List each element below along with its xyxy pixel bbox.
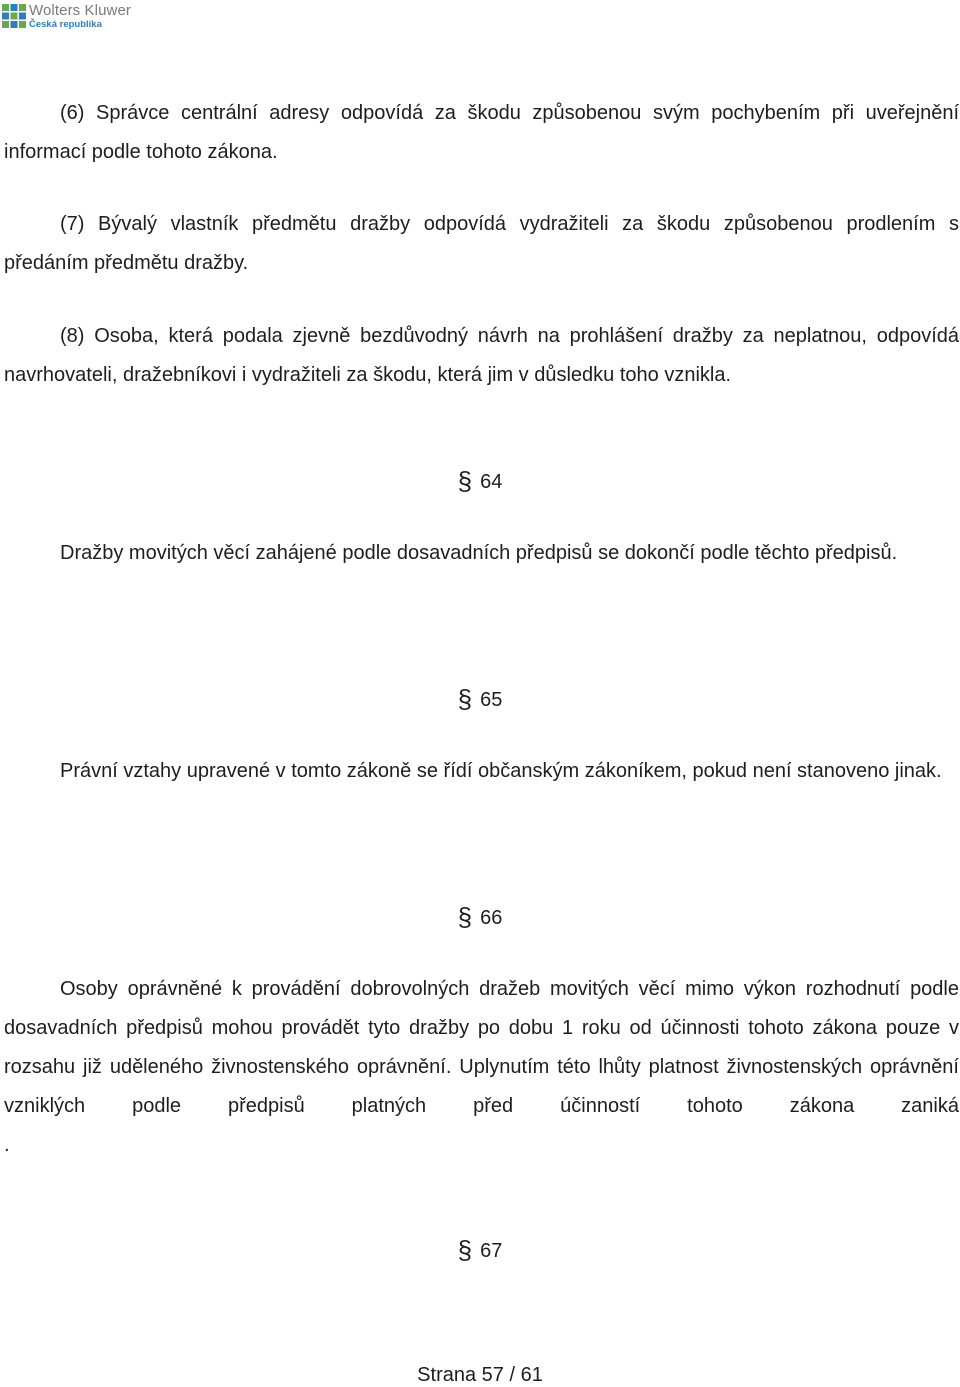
section-sign-icon: §: [457, 902, 473, 932]
section-sign-icon: §: [457, 684, 473, 714]
publisher-logo: [2, 2, 131, 36]
section-65-text: Právní vztahy upravené v tomto zákoně se řídí občanským zákoníkem, pokud není stanoveno jinak.: [60, 760, 942, 782]
page-number: Strana 57 / 61: [417, 1364, 543, 1386]
section-sign-icon: §: [457, 1235, 473, 1265]
section-sign-icon: §: [457, 466, 473, 496]
brand-subtitle: Česká republika: [29, 19, 102, 30]
paragraph-7: (7) Bývalý vlastník předmětu dražby odpovídá vydražiteli za škodu způsobenou prodlením s předáním předmětu dražby.: [4, 213, 959, 274]
section-64-heading: [0, 466, 960, 496]
section-65-heading: [0, 684, 960, 714]
section-64-text: Dražby movitých věcí zahájené podle dosavadních předpisů se dokončí podle těchto předpisů.: [60, 542, 898, 564]
section-66-heading: [0, 902, 960, 932]
paragraph-8: (8) Osoba, která podala zjevně bezdůvodný návrh na prohlášení dražby za neplatnou, odpovídá navrhovateli, dražebníkovi i vydražiteli za škodu, která jim v důsledku toho vznikla.: [4, 325, 959, 386]
section-number: 66: [480, 907, 503, 929]
paragraph-6: (6) Správce centrální adresy odpovídá za škodu způsobenou svým pochybením při uveřejnění informací podle tohoto zákona.: [4, 102, 959, 163]
wolters-kluwer-logo-icon: [2, 4, 26, 28]
section-number: 67: [480, 1240, 503, 1262]
brand-name: Wolters Kluwer: [29, 2, 131, 19]
section-66-text: Osoby oprávněné k provádění dobrovolných dražeb movitých věcí mimo výkon rozhodnutí podle dosavadních předpisů mohou provádět tyto dražby po dobu 1 roku od účinnosti tohoto zákona pouze v rozsahu již uděleného živnostenského oprávnění. Uplynutím této lhůty platnost živnostenských oprávnění vzniklých podle předpisů platných před účinností tohoto zákona zaniká: [4, 978, 959, 1117]
section-number: 65: [480, 689, 503, 711]
section-67-heading: [0, 1235, 960, 1265]
section-number: 64: [480, 471, 503, 493]
section-66-trailing-period: .: [4, 1134, 10, 1156]
